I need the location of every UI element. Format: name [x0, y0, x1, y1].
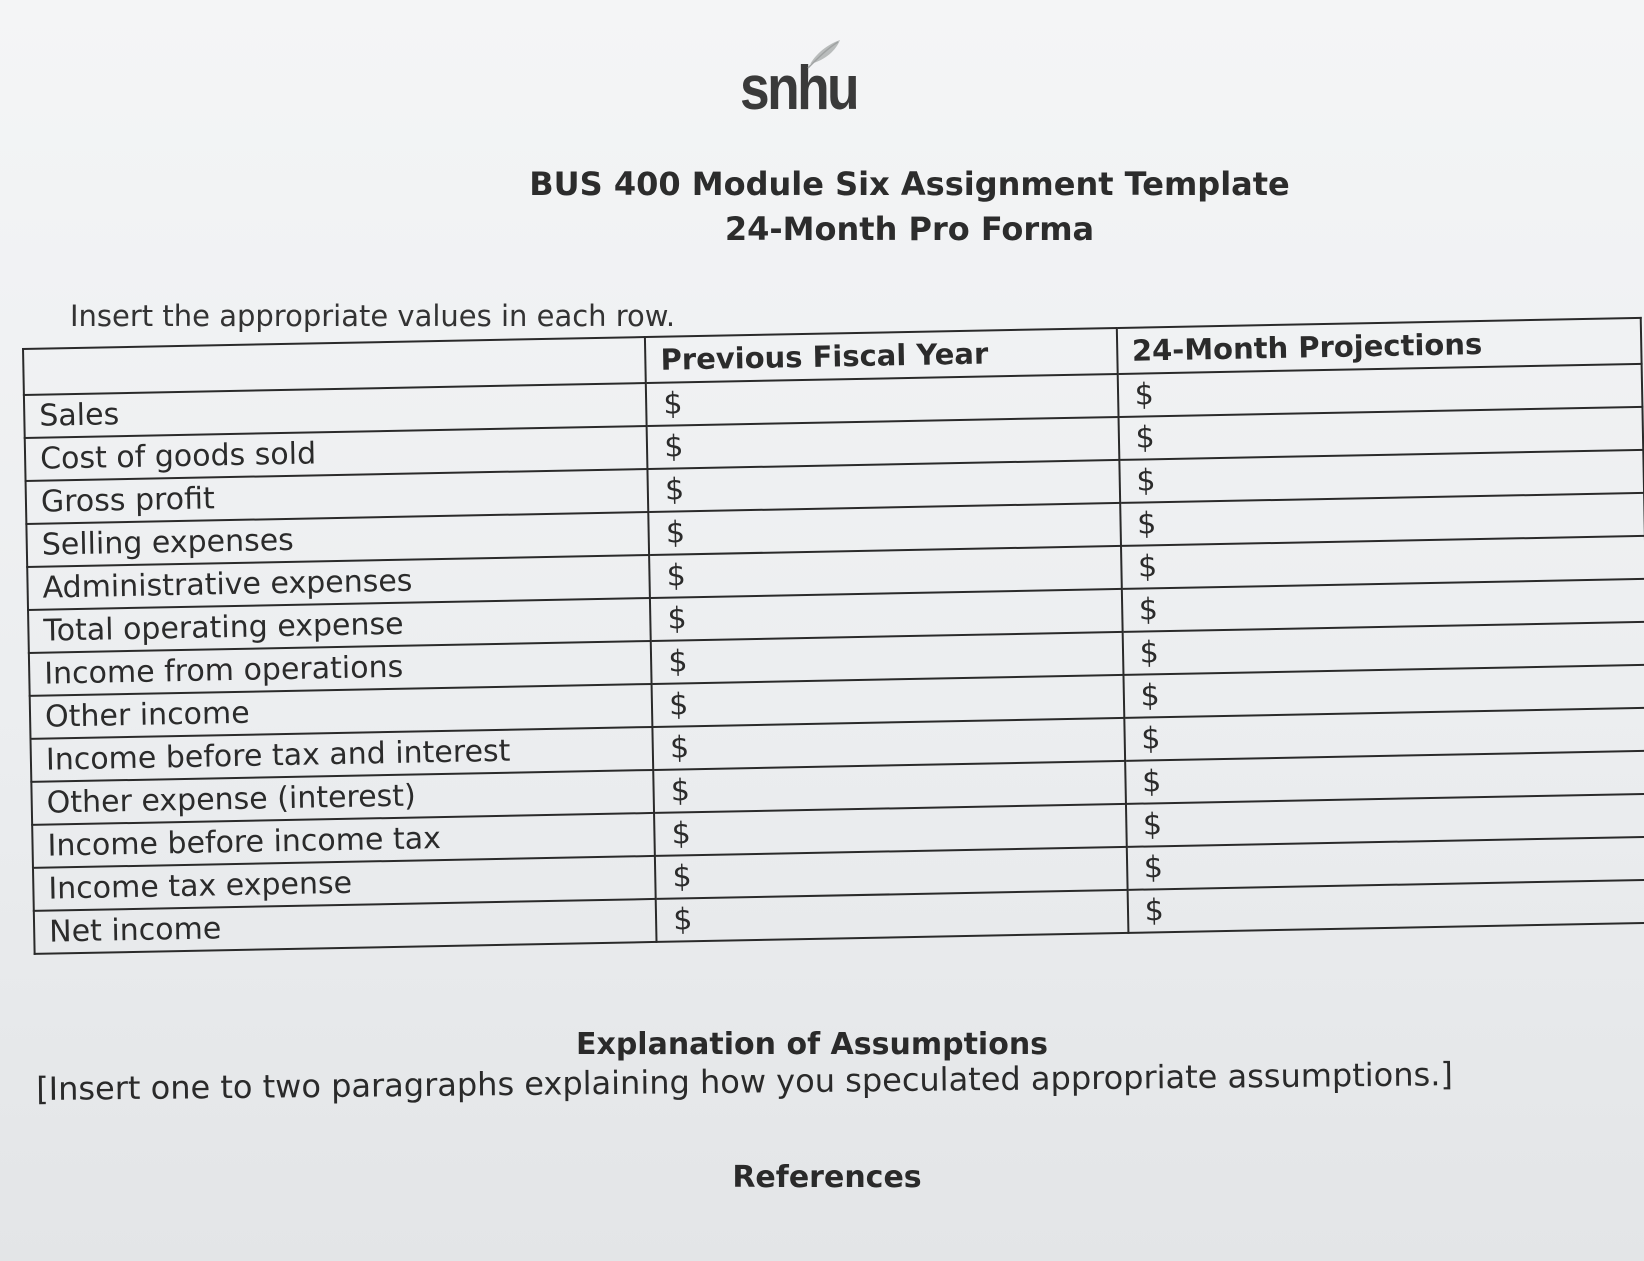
- row-label: Sales: [24, 383, 647, 438]
- proj-value-cell[interactable]: $: [1120, 493, 1644, 546]
- proj-value-cell[interactable]: $: [1125, 751, 1644, 804]
- instruction-text: Insert the appropriate values in each row.: [70, 299, 676, 333]
- row-label: Gross profit: [26, 469, 649, 524]
- proj-value-cell[interactable]: $: [1123, 665, 1644, 718]
- header-24-month-projections: 24-Month Projections: [1116, 318, 1641, 374]
- assumptions-heading: Explanation of Assumptions: [575, 1027, 1049, 1062]
- prev-value-cell[interactable]: $: [651, 632, 1123, 684]
- prev-value-cell[interactable]: $: [648, 503, 1120, 555]
- row-label: Selling expenses: [26, 512, 649, 567]
- proj-value-cell[interactable]: $: [1121, 536, 1644, 589]
- assumptions-placeholder[interactable]: [Insert one to two paragraphs explaining how you speculated appropriate assumptions.]: [36, 1055, 1454, 1108]
- document-title: BUS 400 Module Six Assignment Template: [529, 165, 1290, 203]
- prev-value-cell[interactable]: $: [655, 847, 1127, 899]
- row-label: Total operating expense: [28, 598, 651, 653]
- row-label: Net income: [34, 899, 657, 954]
- prev-value-cell[interactable]: $: [648, 460, 1120, 512]
- prev-value-cell[interactable]: $: [649, 546, 1121, 598]
- prev-value-cell[interactable]: $: [653, 718, 1125, 770]
- references-heading: References: [732, 1160, 922, 1195]
- prev-value-cell[interactable]: $: [650, 589, 1122, 641]
- proj-value-cell[interactable]: $: [1126, 794, 1644, 847]
- row-label: Cost of goods sold: [25, 426, 648, 481]
- prev-value-cell[interactable]: $: [654, 804, 1126, 856]
- row-label: Other expense (interest): [31, 770, 654, 825]
- document-subtitle: 24-Month Pro Forma: [724, 210, 1095, 248]
- proj-value-cell[interactable]: $: [1118, 407, 1643, 460]
- snhu-logo: [740, 38, 876, 123]
- leaf-icon: [802, 38, 842, 74]
- pro-forma-table-wrapper: [22, 317, 1644, 955]
- proj-value-cell[interactable]: $: [1126, 837, 1644, 890]
- prev-value-cell[interactable]: $: [652, 675, 1124, 727]
- prev-value-cell[interactable]: $: [646, 374, 1118, 426]
- prev-value-cell[interactable]: $: [647, 417, 1119, 469]
- proj-value-cell[interactable]: $: [1122, 622, 1644, 675]
- proj-value-cell[interactable]: $: [1121, 579, 1644, 632]
- proj-value-cell[interactable]: $: [1117, 364, 1642, 417]
- proj-value-cell[interactable]: $: [1119, 450, 1644, 503]
- row-label: Administrative expenses: [27, 555, 650, 610]
- prev-value-cell[interactable]: $: [653, 761, 1125, 813]
- prev-value-cell[interactable]: $: [656, 890, 1128, 942]
- row-label: Income before tax and interest: [31, 727, 654, 782]
- pro-forma-table: [22, 317, 1644, 955]
- logo-text: snhu: [740, 54, 858, 123]
- row-label: Income before income tax: [32, 813, 655, 868]
- row-label: Other income: [30, 684, 653, 739]
- proj-value-cell[interactable]: $: [1127, 880, 1644, 933]
- row-label: Income tax expense: [33, 856, 656, 911]
- row-label: Income from operations: [29, 641, 652, 696]
- proj-value-cell[interactable]: $: [1124, 708, 1644, 761]
- header-previous-fiscal-year: Previous Fiscal Year: [645, 328, 1117, 383]
